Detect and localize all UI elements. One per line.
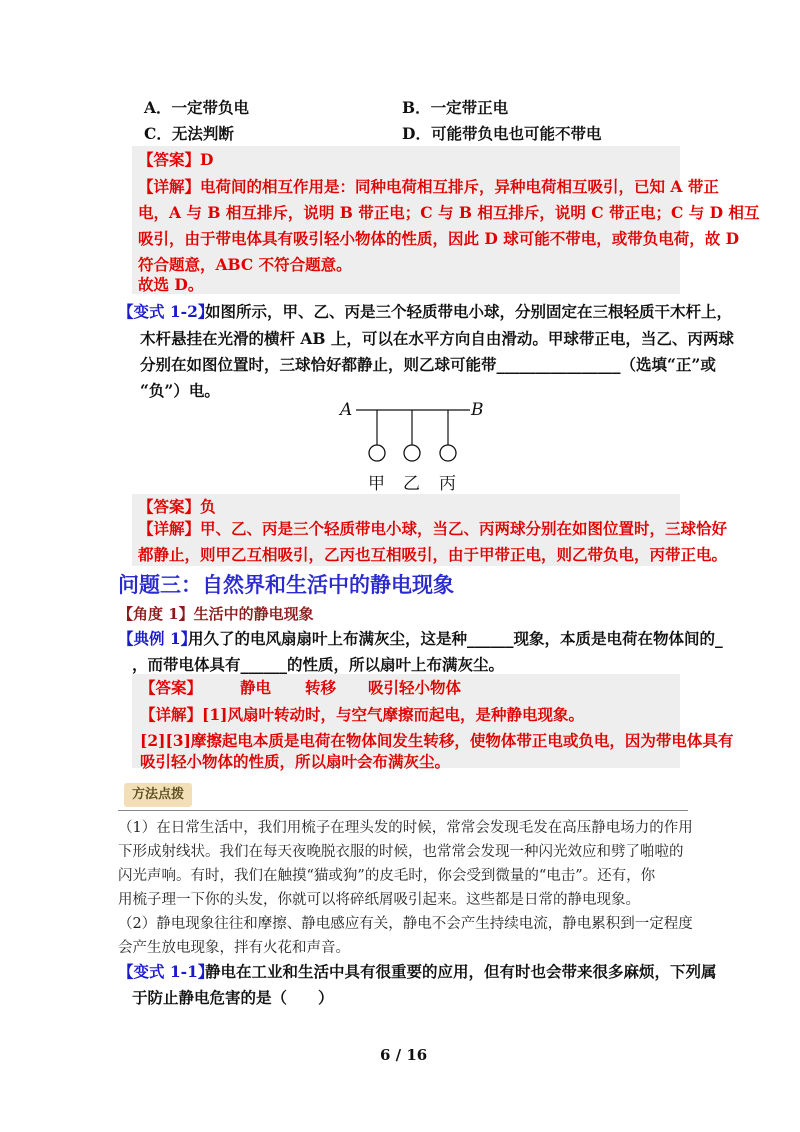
question-line: “负”）电。 [140,381,220,400]
section-heading: 问题三：自然界和生活中的静电现象 [118,573,454,597]
detail-line: [2][3]摩擦起电本质是电荷在物体间发生转移，使物体带正电或负电，因为带电体具有 [140,731,734,750]
ball-yi [404,445,420,461]
tip-line: （2）静电现象往往和摩擦、静电感应有关，静电不会产生持续电流，静电累积到一定程度 [118,916,693,932]
detail-line: 【详解】电荷间的相互作用是：同种电荷相互排斥，异种电荷相互吸引，已知 A 带正 [138,177,719,196]
question-line: 静电在工业和生活中具有很重要的应用，但有时也会带来很多麻烦，下列属 [205,962,717,981]
answer-label: 【答案】负 [138,497,216,516]
tip-line: 用梳子理一下你的头发，你就可以将碎纸屑吸引起来。这些都是日常的静电现象。 [118,892,640,908]
example-tag: 【典例 1】 [118,629,197,648]
question-line: 于防止静电危害的是（ ） [132,988,334,1007]
page-number: 6 / 16 [380,1046,428,1064]
option-c: C．无法判断 [144,124,234,143]
detail-line: 吸引轻小物体的性质，所以扇叶会布满灰尘。 [140,752,451,771]
tip-line: 会产生放电现象，拌有火花和声音。 [118,940,350,956]
answer-value: 吸引轻小物体 [368,678,462,697]
detail-line: 电，A 与 B 相互排斥，说明 B 带正电；C 与 B 相互排斥，说明 C 带正电；C 与 D 相互 [138,203,760,222]
answer-label: 【答案】D [138,150,214,169]
detail-line: 都静止，则甲乙互相吸引，乙丙也互相吸引，由于甲带正电，则乙带负电，丙带正电。 [138,545,728,564]
detail-line: 符合题意，ABC 不符合题意。 [138,255,352,274]
detail-line: 故选 D。 [138,275,204,294]
question-line: 如图所示，甲、乙、丙是三个轻质带电小球，分别固定在三根轻质干木杆上， [205,302,733,321]
answer-value: 转移 [305,678,337,697]
label-a: A [340,400,353,420]
option-a: A．一定带负电 [144,98,250,117]
answer-value: 静电 [240,678,272,697]
ball-jia [369,445,385,461]
variant-tag: 【变式 1-2】 [118,302,214,321]
angle-label: 【角度 1】生活中的静电现象 [118,605,314,623]
question-line: 木杆悬挂在光滑的横杆 AB 上，可以在水平方向自由滑动。甲球带正电，当乙、丙两球 [140,329,734,348]
tip-line: （1）在日常生活中，我们用梳子在理头发的时候，常常会发现毛发在高压静电场力的作用 [118,820,693,836]
ball-label-jia: 甲 [368,474,385,494]
ball-label-bing: 丙 [439,474,456,494]
question-line: 用久了的电风扇扇叶上布满灰尘，这是种______现象，本质是电荷在物体间的_ [188,629,723,648]
ball-label-yi: 乙 [403,474,420,494]
question-line: ，而带电体具有______的性质，所以扇叶上布满灰尘。 [132,655,505,674]
label-b: B [471,400,484,420]
question-line: 分别在如图位置时，三球恰好都静止，则乙球可能带________________（选填“正”或 [140,355,716,374]
divider [118,810,688,811]
option-b: B．一定带正电 [402,98,509,117]
detail-line: 吸引，由于带电体具有吸引轻小物体的性质，因此 D 球可能不带电，或带负电荷，故 D [138,229,740,248]
tip-line: 闪光声响。有时，我们在触摸“猫或狗”的皮毛时，你会受到微量的“电击”。还有，你 [118,868,656,884]
method-tip-badge: 方法点拨 [124,783,192,807]
detail-line: 【详解】甲、乙、丙是三个轻质带电小球，当乙、丙两球分别在如图位置时，三球恰好 [138,519,728,538]
ball-bing [440,445,456,461]
answer-label: 【答案】 [140,678,203,697]
variant-tag: 【变式 1-1】 [118,962,214,981]
tip-line: 下形成射线状。我们在每天夜晚脱衣服的时候，也常常会发现一种闪光效应和劈了啪啦的 [118,844,684,860]
option-d: D．可能带负电也可能不带电 [402,124,602,143]
detail-line: 【详解】[1]风扇叶转动时，与空气摩擦而起电，是种静电现象。 [140,705,584,724]
